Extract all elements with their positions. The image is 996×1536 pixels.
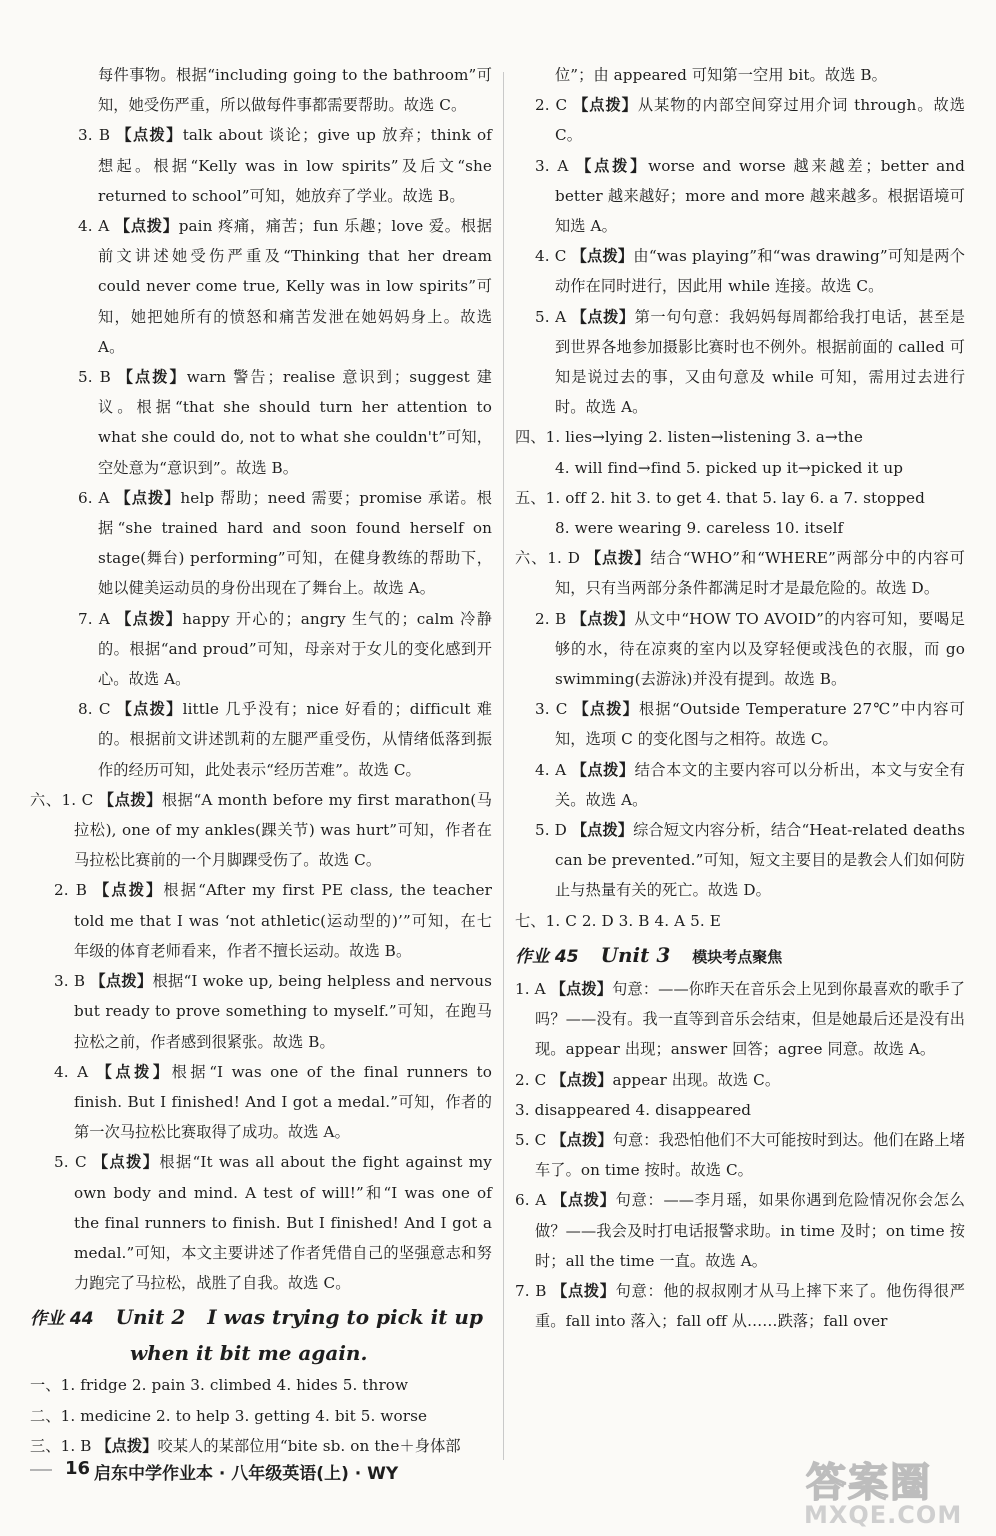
answer-item: 3. B 【点拨】根据“I woke up, being helpless and nervous but ready to prove something to myself.”可知，在跑马拉松之前，作者感到很紧张。故选 B。 bbox=[54, 972, 492, 1051]
hint-tag: 【点拨】 bbox=[571, 760, 635, 779]
answer-item: 7. A 【点拨】happy 开心的；angry 生气的；calm 冷静的。根据“and proud”可知，母亲对于女儿的变化感到开心。故选 A。 bbox=[78, 609, 492, 689]
answer-item: 5. C 【点拨】根据“It was all about the fight against my own body and mind. A test of will!”和“I was one of the final runners to finish. But I finished! And I got a medal.”可知，本文主要讲述了作者凭借自己的坚强意志和努力跑完了马拉松，战胜了自我。故选 C。 bbox=[54, 1153, 492, 1293]
section-title bbox=[515, 938, 965, 974]
book-title: 启东中学作业本 · 八年级英语(上) · WY bbox=[94, 1464, 399, 1484]
answer-item: 3. C 【点拨】根据“Outside Temperature 27℃”中内容可知，选项 C 的变化图与之相符。故选 C。 bbox=[535, 700, 965, 749]
answer-item: 五、1. off 2. hit 3. to get 4. that 5. lay 6. a 7. stopped bbox=[515, 488, 925, 507]
answer-item: 三、1. B 【点拨】咬某人的某部位用“bite sb. on the＋身体部 bbox=[30, 1436, 461, 1455]
answer-item: 2. B 【点拨】从文中“HOW TO AVOID”的内容可知，要喝足够的水，待在凉爽的室内以及穿轻便或浅色的衣服，而 go swimming(去游泳)并没有提到。故选 B。 bbox=[535, 609, 966, 689]
answer-item: 5. A 【点拨】第一句句意：我妈妈每周都给我打电话，甚至是到世界各地参加摄影比赛时也不例外。根据前面的 called 可知是说过去的事，又由句意及 while 可知，需用过去进行时。故选 A。 bbox=[535, 307, 965, 417]
hint-tag: 【点拨】 bbox=[116, 609, 183, 628]
hint-tag: 【点拨】 bbox=[576, 156, 649, 175]
hint-tag: 【点拨】 bbox=[96, 1062, 172, 1081]
answer-item: 5. C 【点拨】句意：我恐怕他们不大可能按时到达。他们在路上堵车了。on time 按时。故选 C。 bbox=[515, 1130, 965, 1180]
hint-tag: 【点拨】 bbox=[551, 1191, 616, 1210]
answer-item: 六、1. C 【点拨】根据“A month before my first marathon(马拉松), one of my ankles(踝关节) was hurt”可知，作者在马拉松比赛前的一个月脚踝受伤了。故选 C。 bbox=[30, 790, 492, 870]
hint-tag: 【点拨】 bbox=[98, 790, 162, 809]
answer-item: 2. C 【点拨】appear 出现。故选 C。 bbox=[515, 1070, 781, 1089]
hint-tag: 【点拨】 bbox=[115, 488, 181, 507]
right-column bbox=[515, 60, 965, 1336]
answer-item: 3. A 【点拨】worse and worse 越来越差；better and better 越来越好；more and more 越来越多。根据语境可知选 A。 bbox=[535, 156, 965, 236]
answer-item: 4. will find→find 5. picked up it→picked it up bbox=[555, 458, 904, 477]
hint-tag: 【点拨】 bbox=[585, 549, 651, 568]
hint-tag: 【点拨】 bbox=[92, 1153, 160, 1172]
column-divider bbox=[503, 72, 504, 1460]
hint-tag: 【点拨】 bbox=[96, 1436, 158, 1455]
answer-item: 一、1. fridge 2. pain 3. climbed 4. hides 5. throw bbox=[30, 1376, 409, 1395]
answer-item: 1. A 【点拨】句意：——你昨天在音乐会上见到你最喜欢的歌手了吗？——没有。我一直等到音乐会结束，但是她最后还是没有出现。appear 出现；answer 回答；agree 同意。故选 A。 bbox=[515, 979, 965, 1059]
hint-tag: 【点拨】 bbox=[90, 972, 153, 991]
unit-title: 模块考点聚焦 bbox=[692, 947, 783, 966]
unit-label: Unit 2 bbox=[115, 1305, 186, 1330]
watermark-logo bbox=[800, 1455, 970, 1531]
hint-tag: 【点拨】 bbox=[116, 126, 183, 145]
hint-tag: 【点拨】 bbox=[550, 979, 613, 998]
answer-item: 8. were wearing 9. careless 10. itself bbox=[555, 519, 844, 538]
hint-tag: 【点拨】 bbox=[573, 96, 638, 115]
unit-title: I was trying to pick it up bbox=[207, 1305, 483, 1330]
answer-item: 二、1. medicine 2. to help 3. getting 4. bit 5. worse bbox=[30, 1406, 428, 1425]
answer-item: 5. D 【点拨】综合短文内容分析，结合“Heat-related deaths can be prevented.”可知，短文主要目的是教会人们如何防止与热量有关的死亡。故选 D。 bbox=[535, 821, 965, 900]
hint-tag: 【点拨】 bbox=[571, 247, 634, 266]
answer-item: 4. C 【点拨】由“was playing”和“was drawing”可知是两个动作在同时进行，因此用 while 连接。故选 C。 bbox=[535, 247, 965, 296]
left-column bbox=[30, 60, 492, 1461]
section-title bbox=[30, 1300, 492, 1370]
hint-tag: 【点拨】 bbox=[552, 1281, 616, 1300]
answer-item: 六、1. D 【点拨】结合“WHO”和“WHERE”两部分中的内容可知，只有当两部分条件都满足时才是最危险的。故选 D。 bbox=[515, 549, 965, 598]
hint-tag: 【点拨】 bbox=[571, 821, 634, 840]
answer-item: 4. A 【点拨】pain 疼痛，痛苦；fun 乐趣；love 爱。根据前文讲述她受伤严重及“Thinking that her dream could never come true, Kelly was in low spirits”可知，她把她所有的愤怒和痛苦发泄在她妈妈身上。故选 A。 bbox=[78, 217, 492, 356]
unit-title-continued: when it bit me again. bbox=[130, 1341, 368, 1366]
hint-tag: 【点拨】 bbox=[571, 307, 635, 326]
answer-item: 4. A 【点拨】结合本文的主要内容可以分析出，本文与安全有关。故选 A。 bbox=[535, 760, 965, 809]
answer-item: 3. B 【点拨】talk about 谈论；give up 放弃；think of 想起。根据“Kelly was in low spirits”及后文“she returned to school”可知，她放弃了学业。故选 B。 bbox=[78, 126, 492, 205]
answer-item: 四、1. lies→lying 2. listen→listening 3. a→the bbox=[515, 428, 863, 447]
hint-tag: 【点拨】 bbox=[117, 368, 187, 387]
answer-item: 2. B 【点拨】根据“After my first PE class, the teacher told me that I was ‘not athletic(运动型的)’”可知，在七年级的体育老师看来，作者不擅长运动。故选 B。 bbox=[54, 881, 492, 960]
footer-bar bbox=[30, 1469, 52, 1471]
answer-item: 位”；由 appeared 可知第一空用 bit。故选 B。 bbox=[555, 66, 887, 84]
hint-tag: 【点拨】 bbox=[551, 1070, 613, 1089]
answer-item: 2. C 【点拨】从某物的内部空间穿过用介词 through。故选 C。 bbox=[535, 96, 965, 145]
unit-label: Unit 3 bbox=[600, 942, 671, 967]
hint-tag: 【点拨】 bbox=[116, 700, 183, 719]
watermark-url: MXQE.COM bbox=[804, 1501, 963, 1529]
assignment-label: 作业 45 bbox=[515, 946, 579, 967]
hint-tag: 【点拨】 bbox=[114, 217, 179, 236]
hint-tag: 【点拨】 bbox=[573, 700, 640, 719]
answer-item: 七、1. C 2. D 3. B 4. A 5. E bbox=[515, 911, 721, 930]
answer-item: 6. A 【点拨】句意：——李月瑶，如果你遇到危险情况你会怎么做？——我会及时打电话报警求助。in time 及时；on time 按时；all the time 一直。故选 A。 bbox=[515, 1191, 965, 1270]
hint-tag: 【点拨】 bbox=[571, 609, 635, 628]
answer-item: 7. B 【点拨】句意：他的叔叔刚才从马上摔下来了。他伤得很严重。fall into 落入；fall off 从……跌落；fall over bbox=[515, 1281, 965, 1331]
hint-tag: 【点拨】 bbox=[551, 1130, 613, 1149]
answer-item: 3. disappeared 4. disappeared bbox=[515, 1100, 752, 1119]
page-footer bbox=[30, 1455, 630, 1495]
answer-item: 每件事物。根据“including going to the bathroom”可知，她受伤严重，所以做每件事都需要帮助。故选 C。 bbox=[98, 66, 492, 115]
answer-item: 8. C 【点拨】little 几乎没有；nice 好看的；difficult 难的。根据前文讲述凯莉的左腿严重受伤，从情绪低落到振作的经历可知，此处表示“经历苦难”。故选 C。 bbox=[78, 700, 492, 779]
watermark-text: 答案圈 bbox=[806, 1460, 932, 1506]
answer-item: 6. A 【点拨】help 帮助；need 需要；promise 承诺。根据“she trained hard and soon found herself on stage(舞台) performing”可知，在健身教练的帮助下，她以健美运动员的身份出现在了舞台上。故选 A。 bbox=[78, 488, 492, 598]
answer-item: 4. A 【点拨】根据“I was one of the final runners to finish. But I finished! And I got a medal.”可知，作者的第一次马拉松比赛取得了成功。故选 A。 bbox=[54, 1062, 492, 1142]
assignment-label: 作业 44 bbox=[30, 1309, 94, 1330]
hint-tag: 【点拨】 bbox=[93, 881, 164, 900]
page-number: 16 bbox=[65, 1458, 91, 1479]
answer-item: 5. B 【点拨】warn 警告；realise 意识到；suggest 建议。根据“that she should turn her attention to what she could do, not to what she couldn't”可知，空处意为“意识到”。故选 B。 bbox=[78, 368, 492, 477]
